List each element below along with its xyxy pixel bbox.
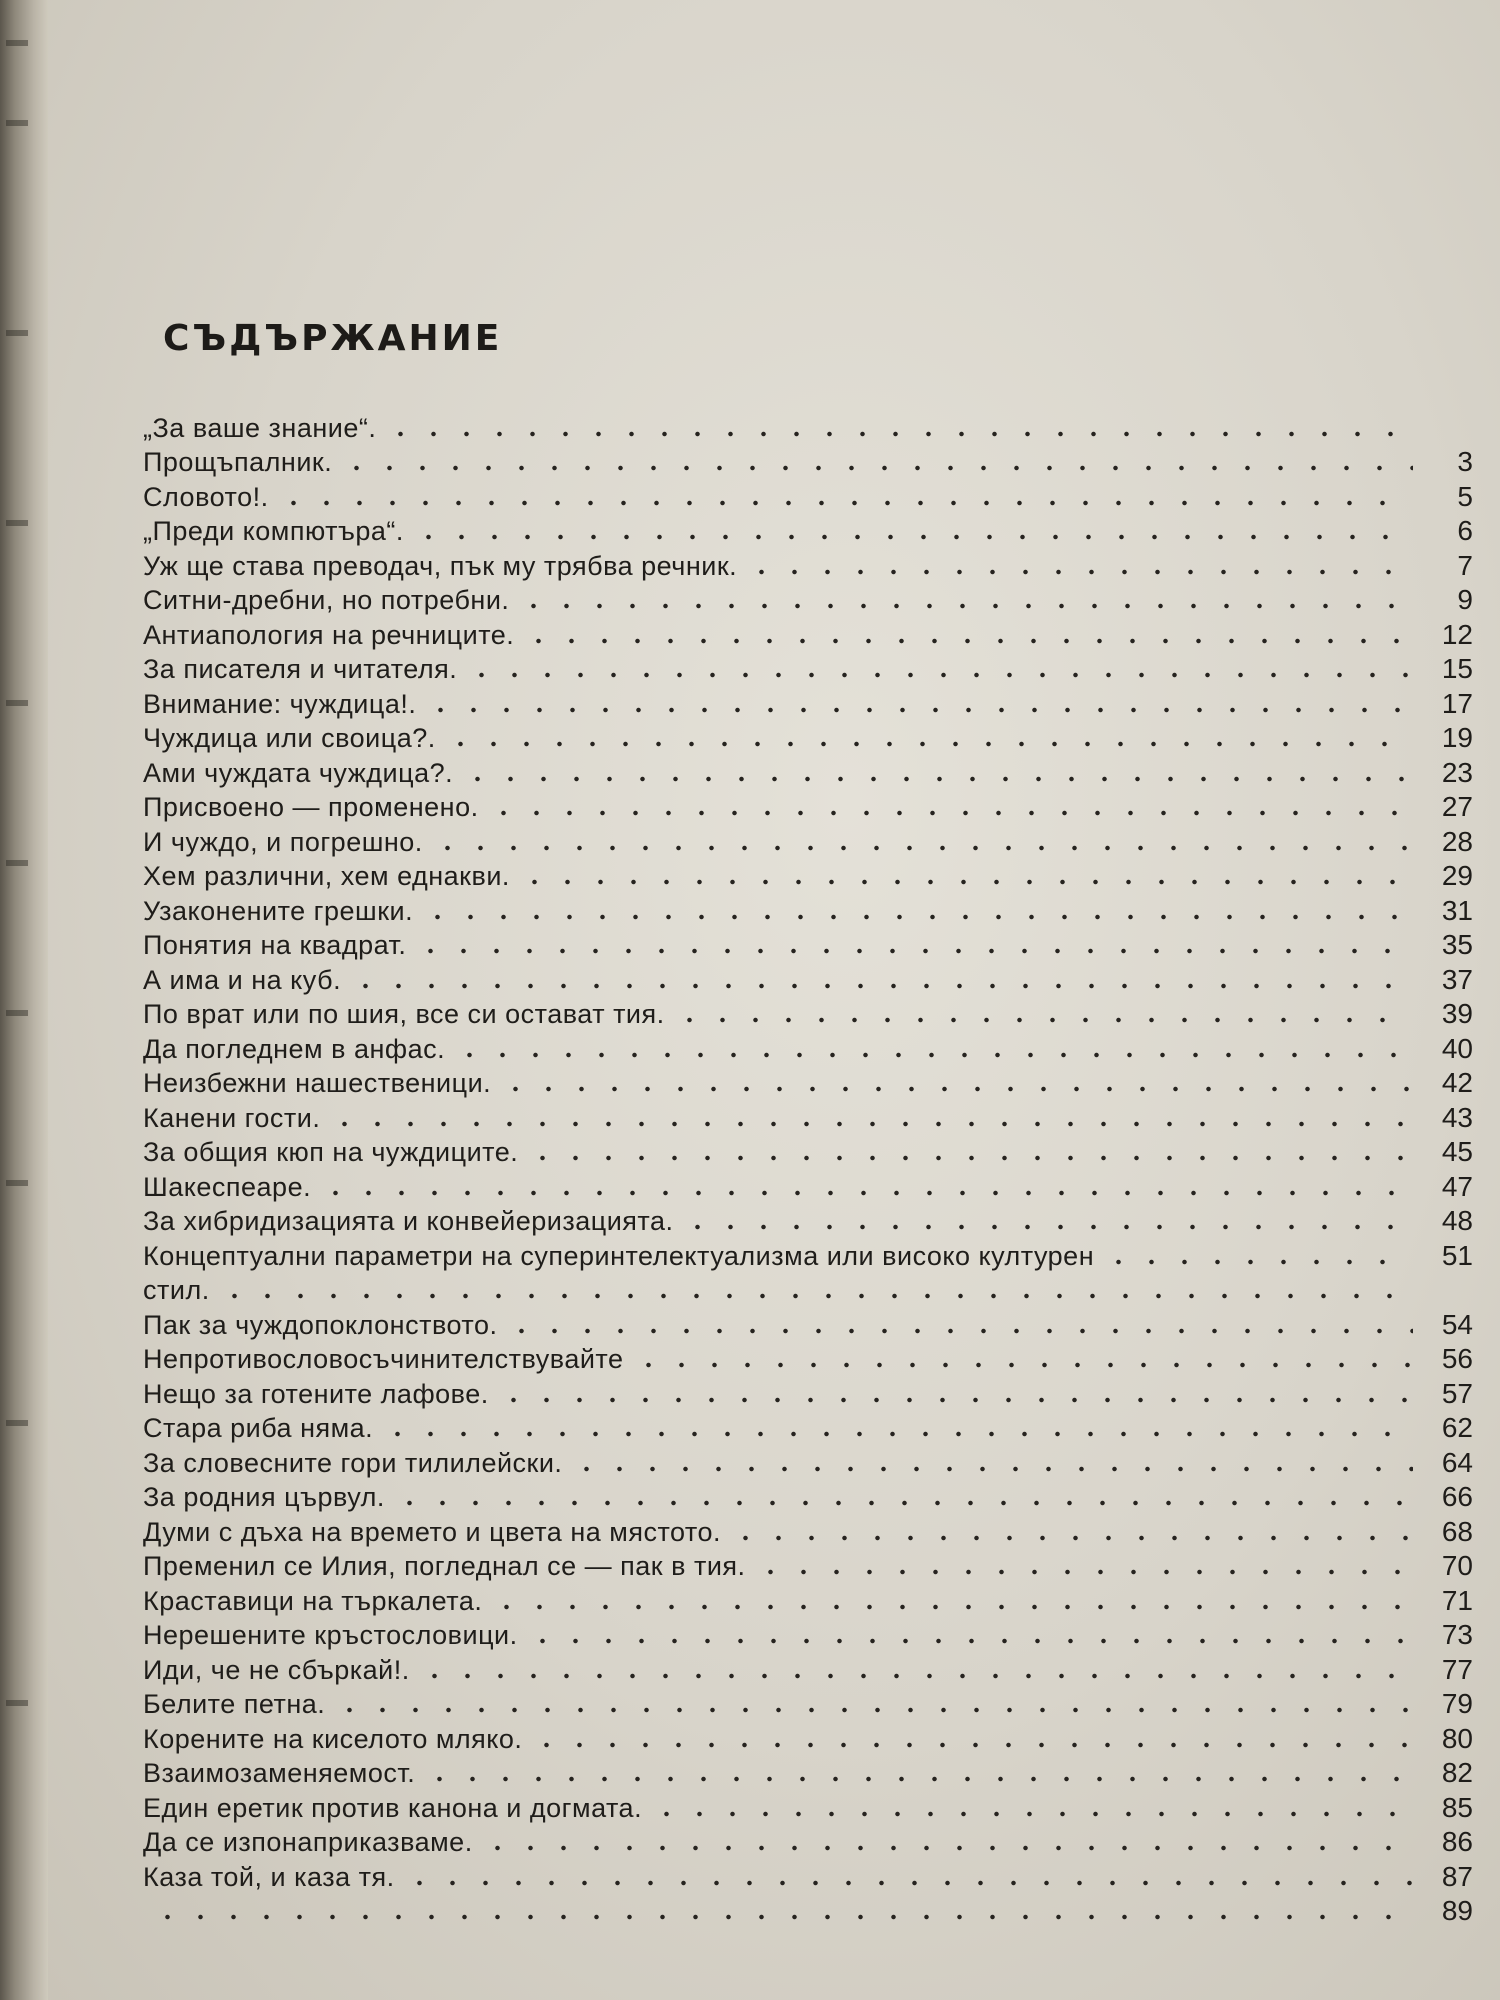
toc-entry-title: Ами чуждата чуждица?.: [143, 757, 454, 788]
toc-entry-title: „Преди компютъра“.: [143, 516, 404, 546]
toc-entry-page: 68: [1441, 1515, 1473, 1547]
leader-dots: [673, 1017, 1413, 1023]
toc-entry-page: 12: [1441, 618, 1473, 650]
toc-entry: [143, 1652, 1473, 1687]
toc-entry: [143, 1618, 1473, 1653]
toc-entry: [143, 1066, 1473, 1101]
toc-entry-page: 47: [1441, 1170, 1473, 1202]
toc-entry: [143, 859, 1473, 894]
toc-entry: [143, 1238, 1473, 1273]
toc-entry-page: 57: [1441, 1377, 1473, 1409]
leader-dots: [412, 534, 1413, 540]
toc-entry-title: Пак за чуждопоклонството.: [143, 1309, 498, 1340]
toc-entry-page: 73: [1441, 1619, 1473, 1650]
leader-dots: [424, 707, 1413, 713]
toc-entry: [143, 1894, 1473, 1929]
leader-dots: [497, 1397, 1413, 1403]
leader-dots: [1102, 1259, 1413, 1265]
toc-entry-title: Прощъпалник.: [143, 447, 333, 477]
leader-dots: [522, 638, 1413, 644]
toc-entry: [143, 1687, 1473, 1722]
leader-dots: [431, 845, 1413, 851]
toc-entry: [143, 1514, 1473, 1549]
toc-entry-page: 77: [1441, 1653, 1473, 1685]
toc-entry: [143, 1307, 1473, 1342]
toc-entry-title: Белите петна.: [143, 1689, 326, 1719]
toc-entry: [143, 928, 1473, 963]
leader-dots: [328, 1121, 1413, 1127]
toc-entry-title: Узаконените грешки.: [143, 895, 414, 926]
toc-entry: [143, 548, 1473, 583]
toc-entry: [143, 824, 1473, 859]
toc-entry-title: Да се изпонаприказваме.: [143, 1827, 473, 1857]
toc-entry-title: стил.: [143, 1275, 210, 1305]
toc-entry-page: 35: [1441, 929, 1473, 960]
toc-entry-title: За писателя и читателя.: [143, 654, 458, 684]
toc-entry-title: Чуждица или своица?.: [143, 723, 436, 753]
toc-entry-title: Взаимозаменяемост.: [143, 1758, 416, 1788]
toc-entry: [143, 755, 1473, 790]
toc-entry: [143, 1445, 1473, 1480]
leader-dots: [277, 500, 1413, 506]
toc-entry-page: 39: [1441, 998, 1473, 1029]
toc-entry-page: 79: [1441, 1688, 1473, 1719]
toc-entry: [143, 1204, 1473, 1239]
toc-entry: [143, 962, 1473, 997]
toc-entry-title: Иди, че не сбъркай!.: [143, 1654, 410, 1685]
toc-entry-title: И чуждо, и погрешно.: [143, 826, 423, 857]
toc-entry-page: 64: [1441, 1446, 1473, 1478]
toc-entry-title: Каза той, и каза тя.: [143, 1861, 395, 1892]
toc-entry-title: Пременил се Илия, погледнал се — пак в тия.: [143, 1551, 746, 1581]
toc-entry: [143, 1583, 1473, 1618]
leader-dots: [745, 569, 1413, 575]
toc-entry-title: За словесните гори тилилейски.: [143, 1447, 563, 1478]
toc-entry-page: 86: [1441, 1826, 1473, 1857]
toc-entry-page: 89: [1441, 1895, 1473, 1926]
toc-entry-page: 85: [1441, 1791, 1473, 1823]
toc-entry: [143, 514, 1473, 549]
leader-dots: [754, 1569, 1413, 1575]
leader-dots: [632, 1362, 1414, 1368]
leader-dots: [151, 1914, 1413, 1920]
table-of-contents: [143, 410, 1473, 1928]
toc-entry-page: 27: [1441, 791, 1473, 822]
toc-entry-title: Един еретик против канона и догмата.: [143, 1792, 643, 1823]
toc-entry: [143, 1480, 1473, 1515]
toc-entry-page: 71: [1441, 1584, 1473, 1616]
leader-dots: [414, 948, 1413, 954]
toc-entry: [143, 893, 1473, 928]
toc-entry-title: Внимание: чуждица!.: [143, 688, 417, 719]
toc-entry-title: Присвоено — променено.: [143, 792, 479, 822]
toc-entry-title: Стара риба няма.: [143, 1413, 374, 1443]
toc-entry-title: Антиапология на речниците.: [143, 619, 515, 650]
leader-dots: [481, 1845, 1413, 1851]
toc-entry-page: 80: [1441, 1722, 1473, 1754]
leader-dots: [461, 776, 1413, 782]
toc-entry-title: За хибридизацията и конвейеризацията.: [143, 1206, 674, 1236]
leader-dots: [393, 1500, 1413, 1506]
toc-entry-title: Думи с дъха на времето и цвета на мястото.: [143, 1516, 722, 1547]
toc-entry-page: 66: [1441, 1481, 1473, 1512]
toc-entry-title: Неизбежни нашественици.: [143, 1068, 492, 1098]
toc-entry-title: Ситни-дребни, но потребни.: [143, 585, 510, 615]
leader-dots: [505, 1328, 1413, 1334]
leader-dots: [453, 1052, 1413, 1058]
toc-entry-page: 40: [1441, 1032, 1473, 1064]
toc-entry: [143, 1273, 1473, 1308]
toc-entry-page: 23: [1441, 756, 1473, 788]
toc-entry: [143, 1549, 1473, 1584]
toc-entry-title: „За ваше знание“.: [143, 412, 377, 443]
toc-entry-page: 7: [1457, 549, 1473, 581]
toc-entry: [143, 1031, 1473, 1066]
toc-entry-page: 37: [1441, 963, 1473, 995]
book-page: [48, 0, 1500, 2000]
leader-dots: [530, 1742, 1413, 1748]
toc-entry: [143, 1342, 1473, 1377]
leader-dots: [517, 603, 1413, 609]
toc-entry-page: 29: [1441, 860, 1473, 891]
toc-entry: [143, 790, 1473, 825]
toc-entry-title: Словото!.: [143, 481, 269, 512]
toc-entry-page: 56: [1441, 1343, 1473, 1374]
toc-entry-title: За родния цървул.: [143, 1482, 385, 1512]
toc-entry: [143, 1721, 1473, 1756]
book-spine: [0, 0, 48, 2000]
toc-entry-title: Уж ще става преводач, пък му трябва речник.: [143, 550, 738, 581]
leader-dots: [465, 672, 1413, 678]
leader-dots: [490, 1604, 1413, 1610]
toc-entry-title: Краставици на търкалета.: [143, 1585, 483, 1616]
toc-entry-page: 48: [1441, 1205, 1473, 1236]
toc-entry: [143, 1135, 1473, 1170]
toc-entry-title: Корените на киселото мляко.: [143, 1723, 523, 1754]
toc-entry-title: Да погледнем в анфас.: [143, 1033, 446, 1064]
leader-dots: [729, 1535, 1413, 1541]
toc-entry-page: 17: [1441, 687, 1473, 719]
toc-entry-page: 70: [1441, 1550, 1473, 1581]
toc-entry-page: 19: [1441, 722, 1473, 753]
toc-entry: [143, 479, 1473, 514]
toc-entry-title: По врат или по шия, все си остават тия.: [143, 999, 665, 1029]
toc-entry-title: Нещо за готените лафове.: [143, 1378, 489, 1409]
toc-entry: [143, 721, 1473, 756]
leader-dots: [403, 1880, 1413, 1886]
toc-entry: [143, 652, 1473, 687]
toc-entry-page: 42: [1441, 1067, 1473, 1098]
leader-dots: [384, 431, 1413, 437]
toc-entry-page: 28: [1441, 825, 1473, 857]
leader-dots: [570, 1466, 1413, 1472]
leader-dots: [423, 1776, 1413, 1782]
toc-entry: [143, 1790, 1473, 1825]
leader-dots: [526, 1155, 1413, 1161]
toc-entry-title: За общия кюп на чуждиците.: [143, 1137, 519, 1167]
toc-entry-page: 5: [1457, 480, 1473, 512]
leader-dots: [319, 1190, 1413, 1196]
leader-dots: [444, 741, 1413, 747]
leader-dots: [333, 1707, 1413, 1713]
toc-entry-page: 87: [1441, 1860, 1473, 1892]
toc-entry: [143, 1376, 1473, 1411]
toc-entry-title: Концептуални параметри на суперинтелектуализма или високо културен: [143, 1240, 1095, 1271]
toc-entry: [143, 617, 1473, 652]
toc-entry-page: 45: [1441, 1136, 1473, 1167]
toc-entry: [143, 1825, 1473, 1860]
toc-entry: [143, 1756, 1473, 1791]
leader-dots: [218, 1293, 1413, 1299]
leader-dots: [487, 810, 1413, 816]
toc-entry-page: 6: [1457, 515, 1473, 546]
toc-entry-title: Понятия на квадрат.: [143, 930, 407, 960]
toc-entry-title: А има и на куб.: [143, 964, 342, 995]
toc-entry-title: Нерешените кръстословици.: [143, 1620, 518, 1650]
toc-entry-page: 62: [1441, 1412, 1473, 1443]
toc-entry-title: Хем различни, хем еднакви.: [143, 861, 510, 891]
leader-dots: [340, 465, 1413, 471]
leader-dots: [518, 879, 1413, 885]
toc-entry-page: 51: [1441, 1239, 1473, 1271]
toc-entry-title: Непротивословосъчинителствувайте: [143, 1344, 624, 1374]
toc-entry-page: 43: [1441, 1101, 1473, 1133]
leader-dots: [650, 1811, 1413, 1817]
toc-entry-page: 54: [1441, 1308, 1473, 1340]
toc-entry-page: 15: [1441, 653, 1473, 684]
leader-dots: [526, 1638, 1413, 1644]
toc-entry-page: 3: [1457, 446, 1473, 477]
toc-entry: [143, 410, 1473, 445]
toc-entry: [143, 1411, 1473, 1446]
toc-entry: [143, 1859, 1473, 1894]
toc-entry-title: Канени гости.: [143, 1102, 321, 1133]
toc-entry-page: 31: [1441, 894, 1473, 926]
toc-entry: [143, 686, 1473, 721]
toc-entry: [143, 997, 1473, 1032]
leader-dots: [418, 1673, 1413, 1679]
leader-dots: [681, 1224, 1413, 1230]
toc-entry: [143, 445, 1473, 480]
leader-dots: [381, 1431, 1413, 1437]
toc-entry: [143, 1100, 1473, 1135]
toc-entry-title: Шакеспеаре.: [143, 1171, 312, 1202]
leader-dots: [349, 983, 1413, 989]
leader-dots: [421, 914, 1413, 920]
toc-entry: [143, 1169, 1473, 1204]
leader-dots: [499, 1086, 1413, 1092]
toc-entry: [143, 583, 1473, 618]
page-title: СЪДЪРЖАНИЕ: [163, 318, 503, 359]
toc-entry-page: 82: [1441, 1757, 1473, 1788]
toc-entry-page: 9: [1457, 584, 1473, 615]
